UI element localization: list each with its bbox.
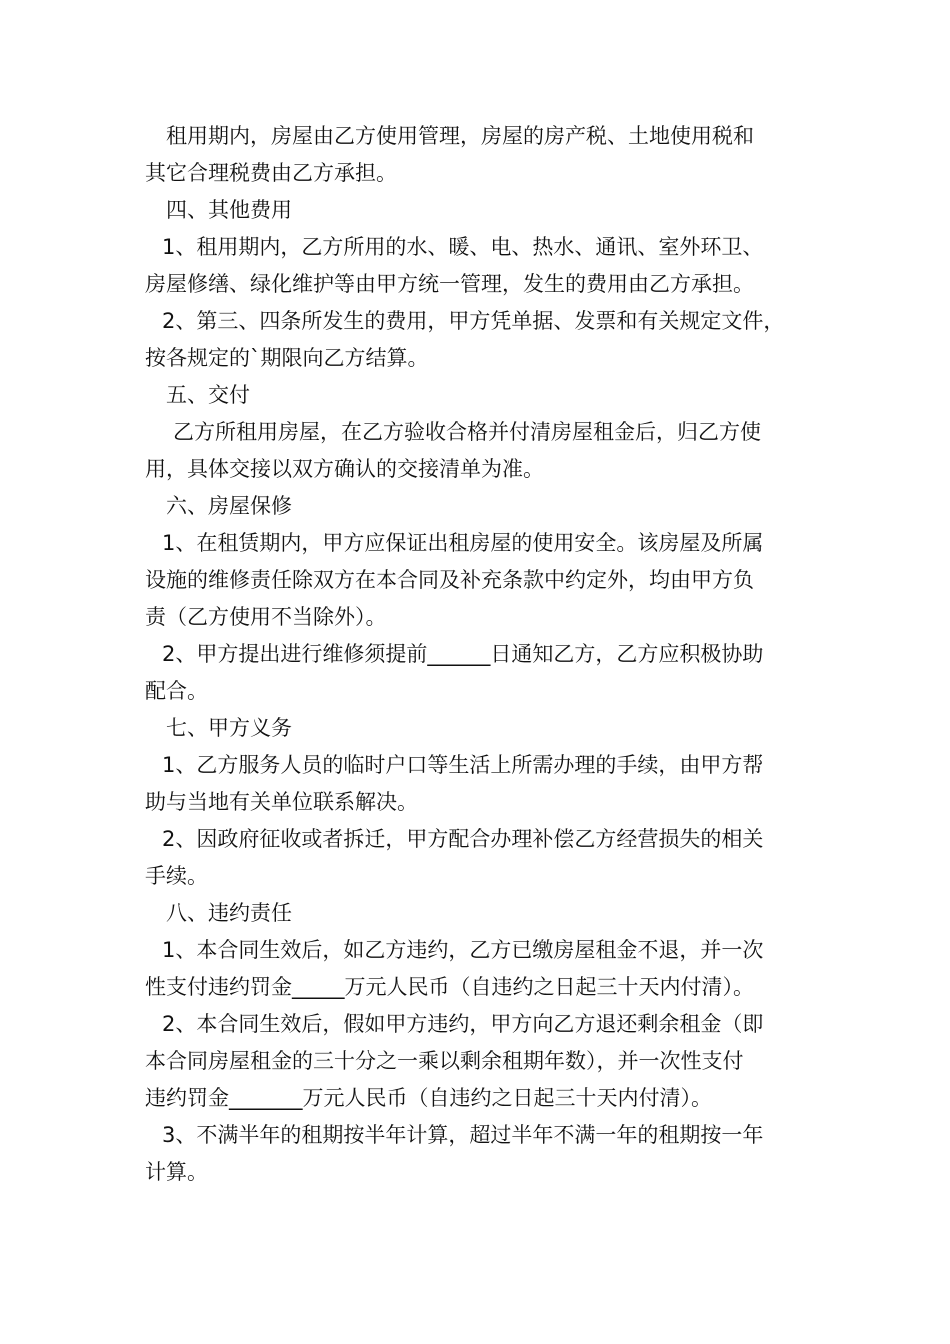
paragraph-line: 租用期内，房屋由乙方使用管理，房屋的房产税、土地使用税和: [166, 124, 754, 148]
section-heading: 六、房屋保修: [166, 494, 292, 518]
paragraph-line: 1、租用期内，乙方所用的水、暖、电、热水、通讯、室外环卫、: [162, 235, 764, 259]
paragraph-line: 性支付违约罚金_____万元人民币（自违约之日起三十天内付清）。: [145, 975, 754, 999]
paragraph-line: 1、本合同生效后，如乙方违约，乙方已缴房屋租金不退，并一次: [162, 938, 764, 962]
paragraph-line: 2、第三、四条所发生的费用，甲方凭单据、发票和有关规定文件，: [162, 309, 785, 333]
paragraph-line: 用，具体交接以双方确认的交接清单为准。: [145, 457, 544, 481]
paragraph-line: 2、本合同生效后，假如甲方违约，甲方向乙方退还剩余租金（即: [162, 1012, 764, 1036]
paragraph-line: 2、因政府征收或者拆迁，甲方配合办理补偿乙方经营损失的相关: [162, 827, 764, 851]
paragraph-line: 手续。: [145, 864, 208, 888]
paragraph-line: 乙方所租用房屋，在乙方验收合格并付清房屋租金后，归乙方使: [173, 420, 761, 444]
section-heading: 五、交付: [166, 383, 250, 407]
section-heading: 八、违约责任: [166, 901, 292, 925]
paragraph-line: 2、甲方提出进行维修须提前______日通知乙方，乙方应积极协助: [162, 642, 764, 666]
paragraph-line: 本合同房屋租金的三十分之一乘以剩余租期年数），并一次性支付: [145, 1049, 744, 1073]
paragraph-line: 助与当地有关单位联系解决。: [145, 790, 418, 814]
paragraph-line: 计算。: [145, 1160, 208, 1184]
paragraph-line: 3、不满半年的租期按半年计算，超过半年不满一年的租期按一年: [162, 1123, 764, 1147]
paragraph-line: 设施的维修责任除双方在本合同及补充条款中约定外，均由甲方负: [145, 568, 754, 592]
paragraph-line: 其它合理税费由乙方承担。: [145, 161, 397, 185]
section-heading: 四、其他费用: [166, 198, 292, 222]
paragraph-line: 违约罚金_______万元人民币（自违约之日起三十天内付清）。: [145, 1086, 712, 1110]
section-heading: 七、甲方义务: [166, 716, 292, 740]
paragraph-line: 1、乙方服务人员的临时户口等生活上所需办理的手续，由甲方帮: [162, 753, 764, 777]
paragraph-line: 责（乙方使用不当除外）。: [145, 605, 387, 629]
paragraph-line: 1、在租赁期内，甲方应保证出租房屋的使用安全。该房屋及所属: [162, 531, 764, 555]
paragraph-line: 按各规定的`期限向乙方结算。: [145, 346, 429, 370]
document-body: [145, 118, 810, 1191]
paragraph-line: 房屋修缮、绿化维护等由甲方统一管理，发生的费用由乙方承担。: [145, 272, 754, 296]
paragraph-line: 配合。: [145, 679, 208, 703]
